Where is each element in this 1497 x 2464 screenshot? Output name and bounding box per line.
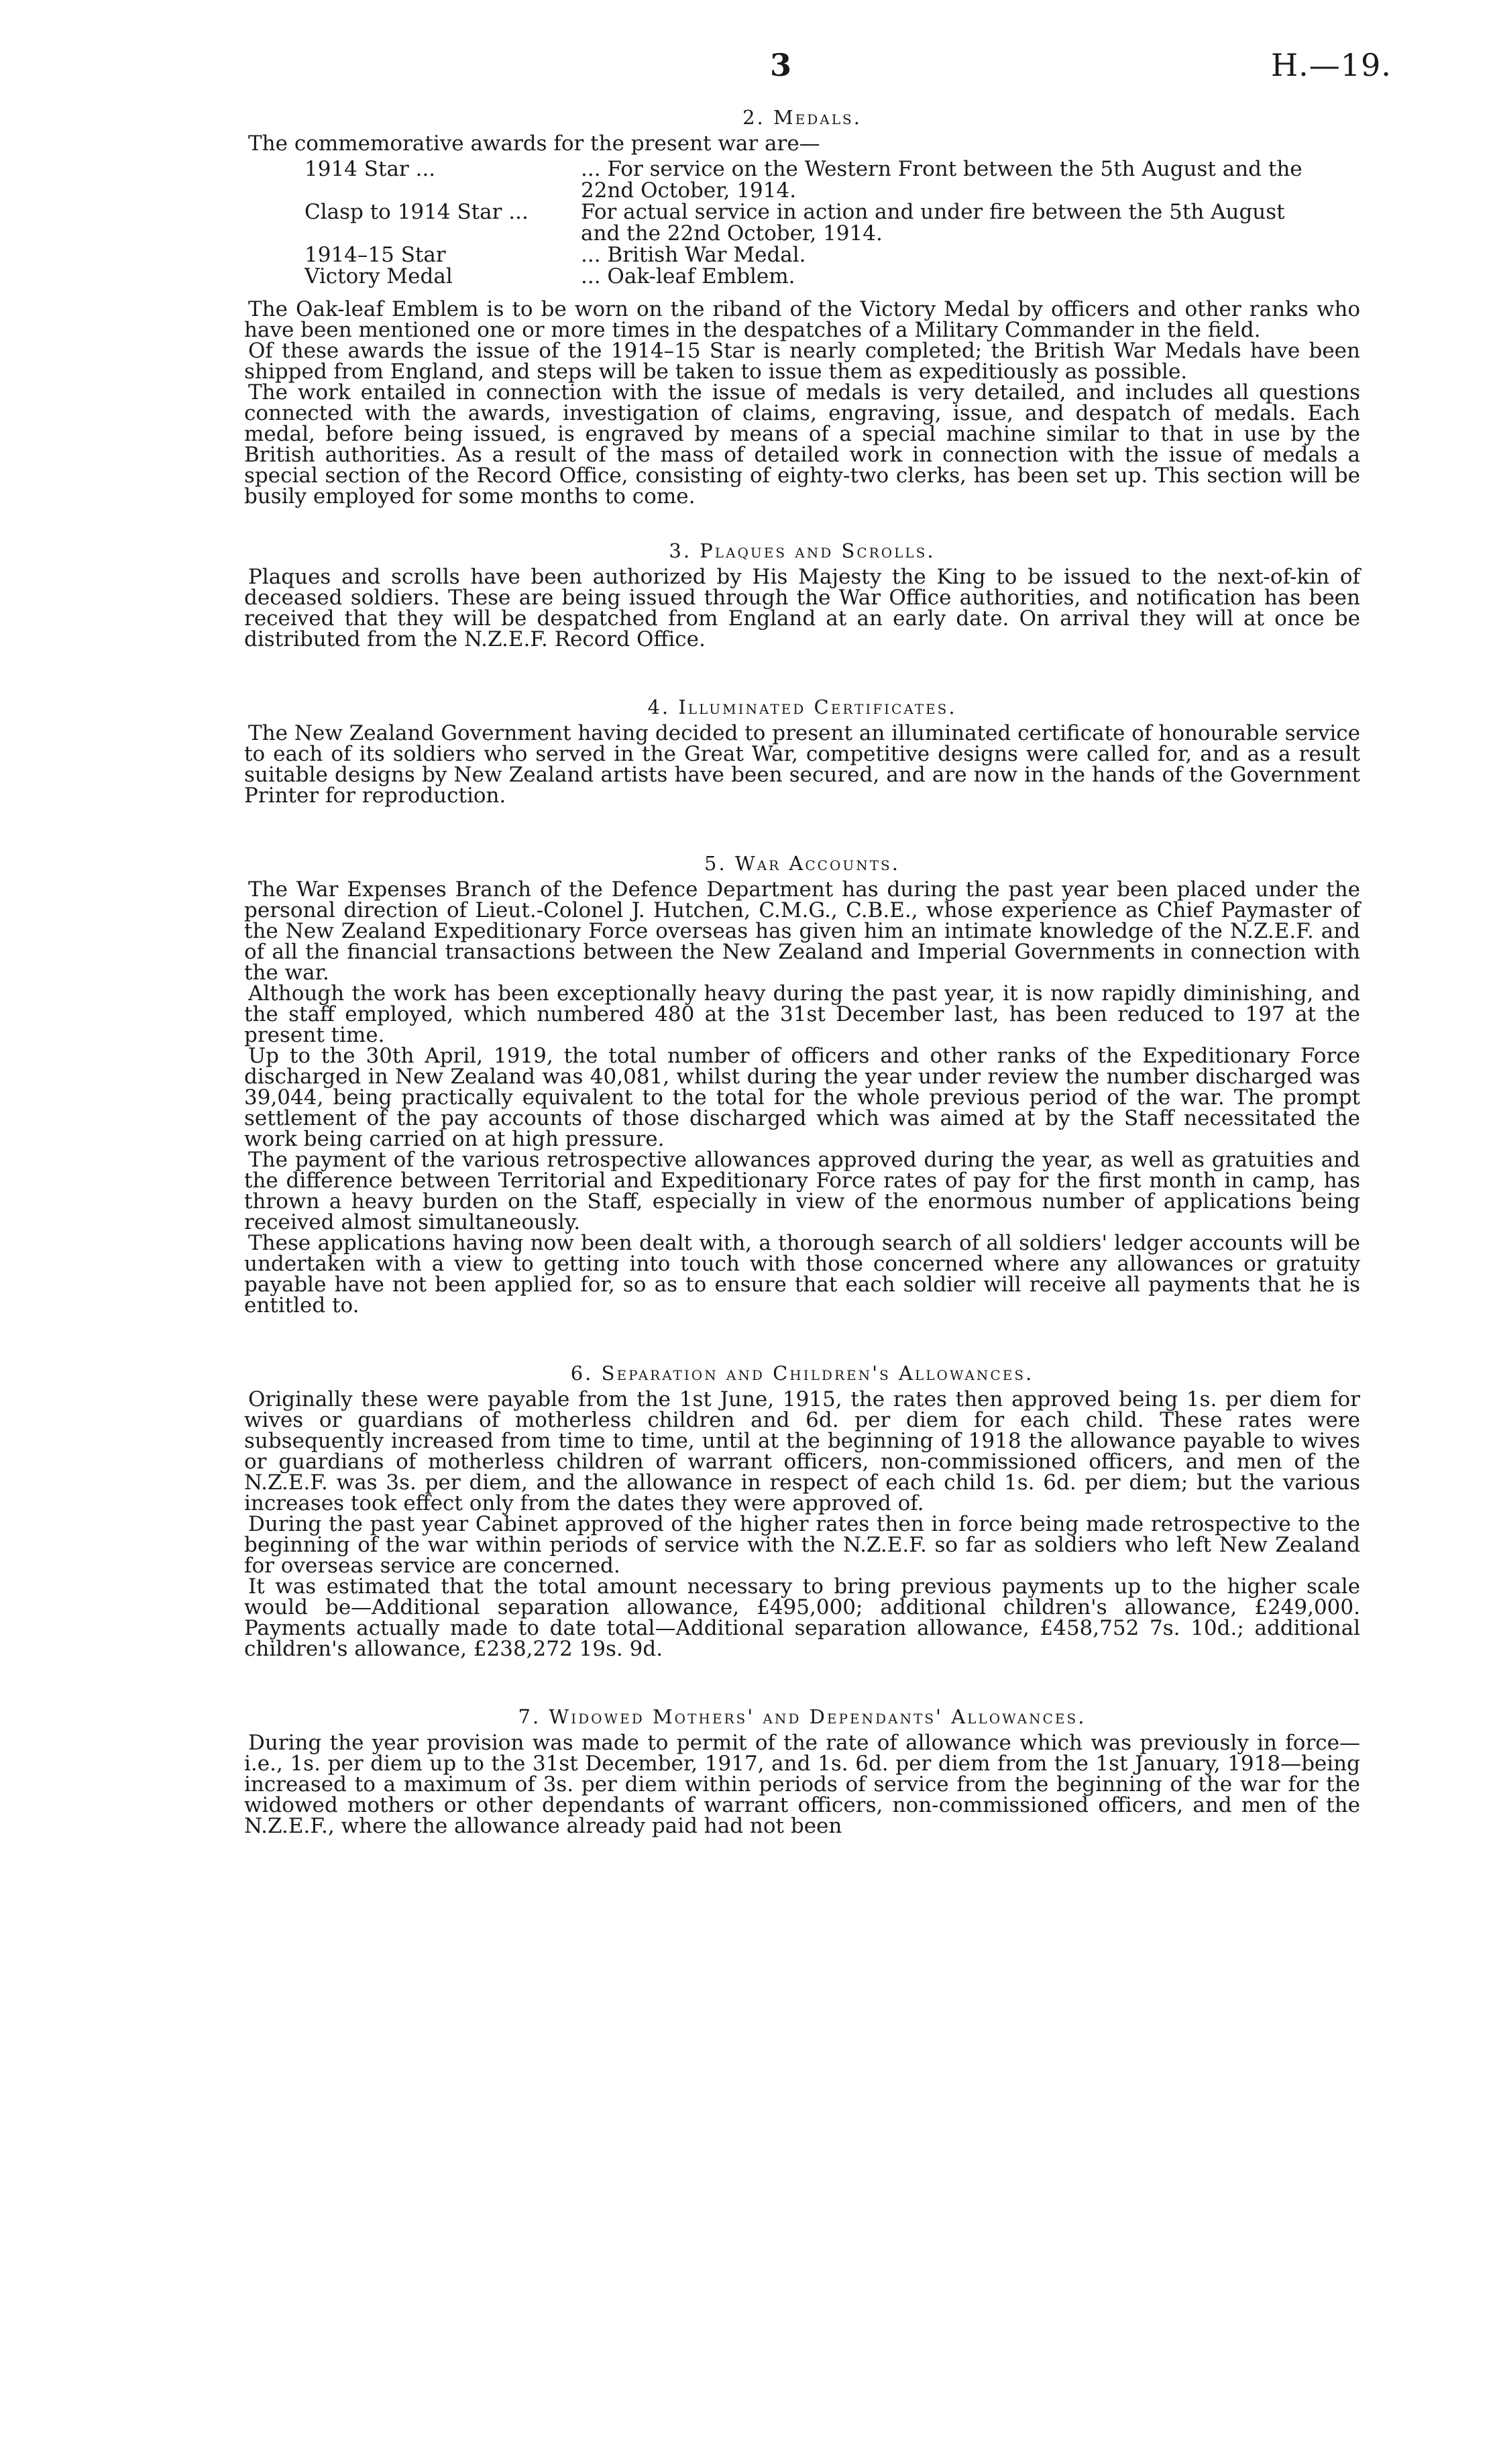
section-widowed-mothers-allowances (244, 1707, 1360, 1837)
award-name: Victory Medal (304, 264, 453, 288)
document-reference: H.—19. (1271, 47, 1392, 83)
paragraph: Originally these were payable from the 1st June, 1915, the rates then approved being 1s. per diem for wives or guardians of motherless children and 6d. per diem for each child. These rates were subsequently increased from time to time, until at the beginning of 1918 the allowance payable to wives or guardians of motherless children of warrant officers, non-commissioned officers, and men of the N.Z.E.F. was 3s. per diem, and the allowance in respect of each child 1s. 6d. per diem; but the various increases took effect only from the dates they were approved of. (244, 1387, 1360, 1515)
page-number: 3 (770, 47, 792, 83)
paragraph: The Oak-leaf Emblem is to be worn on the riband of the Victory Medal by officers and other ranks who have been mentioned one or more times in the despatches of a Military Commander in the field. (244, 297, 1360, 342)
table-row (244, 201, 1360, 244)
paragraph: Of these awards the issue of the 1914–15 Star is nearly completed; the British War Medals have been shipped from England, and steps will be taken to issue them as expeditiously as possible. (244, 339, 1360, 384)
section-heading: 4. Illuminated Certificates. (647, 696, 957, 718)
section-heading: 7. Widowed Mothers' and Dependants' Allowances. (518, 1705, 1087, 1728)
section-heading: 2. Medals. (742, 106, 862, 129)
section-heading: 5. War Accounts. (704, 852, 900, 875)
document-body (244, 107, 1360, 1884)
section-heading: 3. Plaques and Scrolls. (669, 539, 936, 562)
section-illuminated-certificates (244, 697, 1360, 806)
paragraph: Plaques and scrolls have been authorized by His Majesty the King to be issued to the next-of-kin of deceased soldiers. These are being issued through the War Office authorities, and notification has been received that they will be despatched from England at an early date. On arrival they will at once be distributed from the N.Z.E.F. Record Office. (244, 565, 1360, 651)
section-heading: 6. Separation and Children's Allowances. (570, 1362, 1034, 1385)
award-description: ... For service on the Western Front between the 5th August and the 22nd October, 1914. (581, 157, 1302, 203)
paragraph: During the past year Cabinet approved of the higher rates then in force being made retrospective to the beginning of the war within periods of service with the N.Z.E.F. so far as soldiers who left New Zealand for overseas service are concerned. (244, 1512, 1360, 1578)
table-row (244, 266, 1360, 287)
award-description: ... Oak-leaf Emblem. (581, 264, 795, 288)
section-war-accounts (244, 853, 1360, 1316)
paragraph: The War Expenses Branch of the Defence Department has during the past year been placed under the personal direction of Lieut.-Colonel J. Hutchen, C.M.G., C.B.E., whose experience as Chief Paymaster of the New Zealand Expeditionary Force overseas has given him an intimate knowledge of the N.Z.E.F. and of all the financial transactions between the New Zealand and Imperial Governments in connection with the war. (244, 877, 1360, 985)
paragraph: The payment of the various retrospective allowances approved during the year, as well as gratuities and the difference between Territorial and Expeditionary Force rates of pay for the first month in camp, has thrown a heavy burden on the Staff, especially in view of the enormous number of applications being received almost simultaneously. (244, 1148, 1360, 1234)
table-row (244, 244, 1360, 266)
paragraph: Although the work has been exceptionally heavy during the past year, it is now rapidly diminishing, and the staff employed, which numbered 480 at the 31st December last, has been reduced to 197 at the present time. (244, 981, 1360, 1047)
paragraph: The work entailed in connection with the issue of medals is very detailed, and includes all questions connected with the awards, investigation of claims, engraving, issue, and despatch of medals. Each medal, before being issued, is engraved by means of a special machine similar to that in use by the British authorities. As a result of the mass of detailed work in connection with the issue of medals a special section of the Record Office, consisting of eighty-two clerks, has been set up. This section will be busily employed for some months to come. (244, 380, 1360, 508)
award-description: ... British War Medal. (581, 243, 806, 267)
award-description: For actual service in action and under fire between the 5th August and the 22nd October, 1914. (581, 200, 1285, 246)
award-name: 1914 Star ... (304, 157, 436, 181)
medals-table (244, 158, 1360, 287)
table-row (244, 158, 1360, 201)
paragraph: The New Zealand Government having decided to present an illuminated certificate of honourable service to each of its soldiers who served in the Great War, competitive designs were called for, and as a result suitable designs by New Zealand artists have been secured, and are now in the hands of the Government Printer for reproduction. (244, 721, 1360, 808)
section-separation-allowances (244, 1363, 1360, 1660)
paragraph: It was estimated that the total amount necessary to bring previous payments up to the higher scale would be—Additional separation allowance, £495,000; additional children's allowance, £249,000. Payments actually made to date total—Additional separation allowance, £458,752 7s. 10d.; additional children's allowance, £238,272 19s. 9d. (244, 1574, 1360, 1661)
paragraph: During the year provision was made to permit of the rate of allowance which was previously in force—i.e., 1s. per diem up to the 31st December, 1917, and 1s. 6d. per diem from the 1st January, 1918—being increased to a maximum of 3s. per diem within periods of service from the beginning of the war for the widowed mothers or other dependants of warrant officers, non-commissioned officers, and men of the N.Z.E.F., where the allowance already paid had not been (244, 1731, 1360, 1838)
paragraph: Up to the 30th April, 1919, the total number of officers and other ranks of the Expeditionary Force discharged in New Zealand was 40,081, whilst during the year under review the number discharged was 39,044, being practically equivalent to the total for the whole previous period of the war. The prompt settlement of the pay accounts of those discharged which was aimed at by the Staff necessitated the work being carried on at high pressure. (244, 1044, 1360, 1151)
award-name: 1914–15 Star (304, 243, 446, 267)
paragraph: The commemorative awards for the present war are— (248, 131, 820, 156)
section-plaques-and-scrolls (244, 541, 1360, 650)
award-name: Clasp to 1914 Star ... (304, 200, 529, 224)
paragraph: These applications having now been dealt with, a thorough search of all soldiers' ledger accounts will be undertaken with a view to getting into touch with those concerned where any allowances or gratuity payable have not been applied for, so as to ensure that each soldier will receive all payments that he is entitled to. (244, 1231, 1360, 1318)
section-medals (244, 107, 1360, 507)
